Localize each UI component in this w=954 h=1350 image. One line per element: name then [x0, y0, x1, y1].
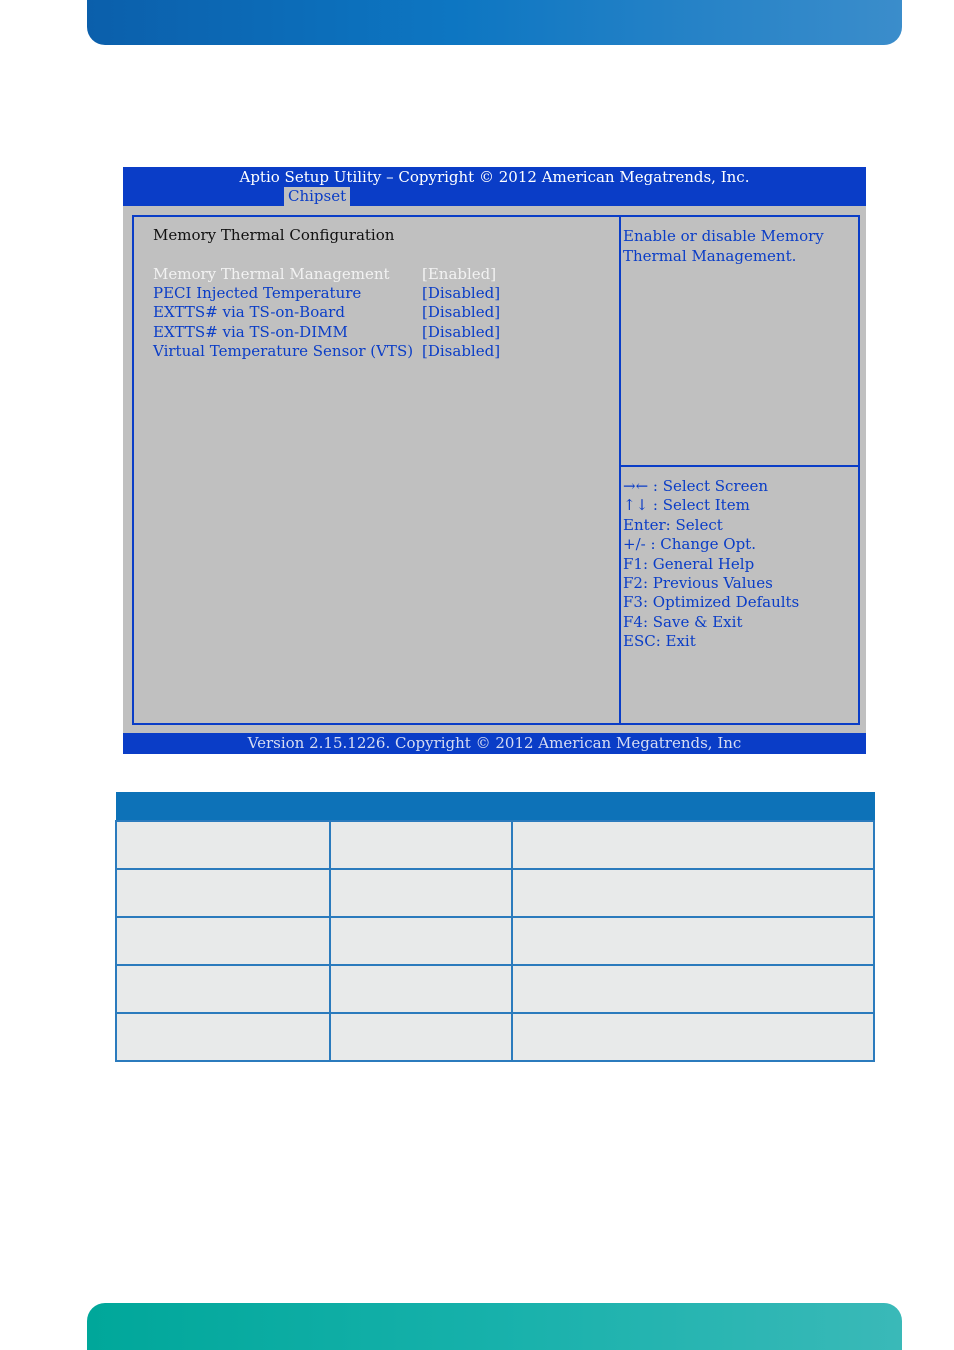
table-cell [330, 965, 512, 1013]
setting-label: Memory Thermal Management [153, 265, 390, 283]
setting-label: Virtual Temperature Sensor (VTS) [153, 342, 414, 360]
table-cell [330, 917, 512, 965]
table-header-cell [116, 792, 330, 821]
key-hint: F3: Optimized Defaults [623, 593, 800, 612]
table-cell [512, 821, 874, 869]
bios-title: Aptio Setup Utility – Copyright © 2012 American Megatrends, Inc. [239, 168, 750, 186]
table-cell [330, 821, 512, 869]
table-cell [512, 869, 874, 917]
table-row [116, 917, 874, 965]
table-header-cell [330, 792, 512, 821]
setting-memory-thermal-management[interactable] [153, 265, 603, 284]
table-cell [116, 869, 330, 917]
section-title: Memory Thermal Configuration [153, 226, 395, 244]
setting-label: EXTTS# via TS-on-Board [153, 303, 345, 321]
help-text: Enable or disable Memory Thermal Management. [623, 227, 824, 265]
setting-peci-injected-temperature[interactable] [153, 284, 603, 303]
bios-footer: Version 2.15.1226. Copyright © 2012 American Megatrends, Inc [123, 733, 866, 754]
table-cell [116, 965, 330, 1013]
tab-chipset[interactable]: Chipset [284, 187, 350, 206]
frame-divider-vertical [619, 215, 621, 725]
setting-value[interactable]: [Enabled] [422, 265, 497, 283]
bios-setup-screenshot [123, 167, 866, 754]
setting-extts-ts-on-dimm[interactable] [153, 323, 603, 342]
key-hint: ↑↓ : Select Item [623, 496, 750, 515]
setting-value[interactable]: [Disabled] [422, 342, 501, 360]
key-hint: +/- : Change Opt. [623, 535, 756, 554]
table-cell [116, 821, 330, 869]
table-cell [116, 1013, 330, 1061]
table-cell [512, 917, 874, 965]
table-cell [330, 1013, 512, 1061]
options-table [115, 792, 875, 1062]
setting-extts-ts-on-board[interactable] [153, 303, 603, 322]
table-header-row [116, 792, 874, 821]
key-hint: →← : Select Screen [623, 477, 769, 495]
bios-header [123, 167, 866, 206]
key-hint: F1: General Help [623, 554, 755, 573]
key-hint: F4: Save & Exit [623, 612, 743, 631]
table-row [116, 965, 874, 1013]
key-legend [623, 477, 858, 652]
key-hint: Enter: Select [623, 515, 723, 534]
setting-label: PECI Injected Temperature [153, 284, 362, 302]
table-row [116, 1013, 874, 1061]
table-row [116, 869, 874, 917]
table-cell [512, 1013, 874, 1061]
setting-value[interactable]: [Disabled] [422, 284, 501, 302]
key-hint: F2: Previous Values [623, 573, 773, 592]
top-banner [87, 0, 902, 45]
table-cell [512, 965, 874, 1013]
setting-virtual-temperature-sensor[interactable] [153, 342, 603, 361]
frame-divider-horizontal [619, 465, 860, 467]
key-hint: ESC: Exit [623, 632, 696, 651]
table-cell [330, 869, 512, 917]
setting-value[interactable]: [Disabled] [422, 323, 501, 341]
setting-label: EXTTS# via TS-on-DIMM [153, 323, 348, 341]
table-header-cell [512, 792, 874, 821]
table-row [116, 821, 874, 869]
setting-value[interactable]: [Disabled] [422, 303, 501, 321]
table-cell [116, 917, 330, 965]
bottom-banner [87, 1303, 902, 1350]
